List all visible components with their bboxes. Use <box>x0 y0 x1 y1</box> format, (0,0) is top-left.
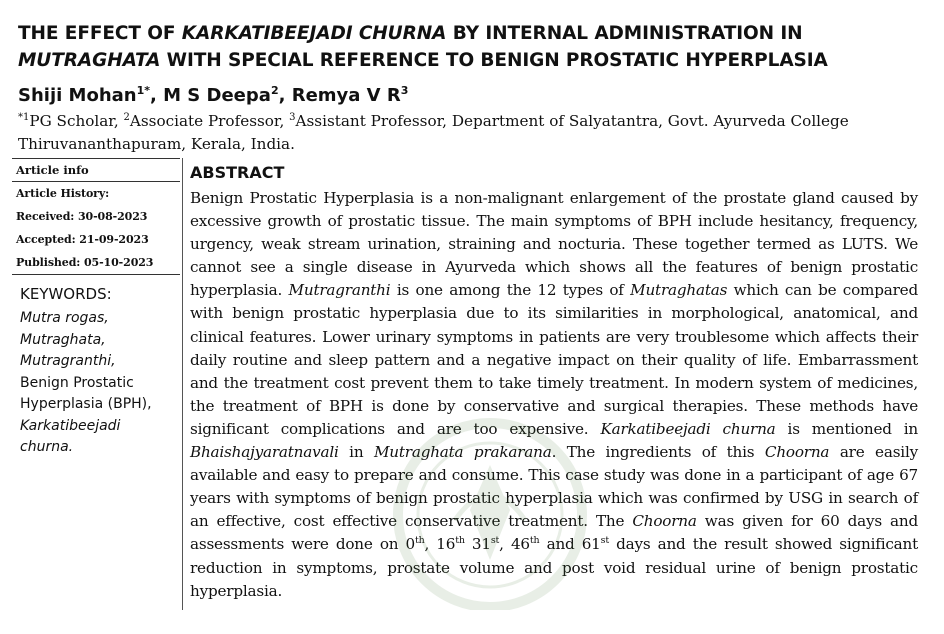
abstract-text: is one among the 12 types of <box>390 281 631 300</box>
title-text-2: KARKATIBEEJADI CHURNA <box>181 23 447 44</box>
abstract-italic-term: Karkatibeejadi churna <box>600 419 776 438</box>
affil-marker-2: 2 <box>123 112 130 123</box>
abstract-text: was given for 60 days and assessments were done on 0 <box>190 512 918 554</box>
received-date: Received: 30-08-2023 <box>16 210 148 223</box>
keywords-heading: KEYWORDS: <box>20 285 112 303</box>
article-history-label: Article History: <box>16 187 110 200</box>
ordinal-suffix: th <box>529 535 540 547</box>
title-text-4: MUTRAGHATA <box>18 50 161 71</box>
ordinal-suffix: th <box>455 535 465 547</box>
keyword-item: churna. <box>20 439 74 455</box>
keyword-item: Benign Prostatic <box>20 374 134 391</box>
ordinal-suffix: st <box>490 535 500 547</box>
column-divider <box>182 158 183 610</box>
abstract-text: Benign Prostatic Hyperplasia is a non-malignant enlargement of the prostate gland caused by excessive growth of prostatic tissue. The main symptoms of BPH include hesitancy, frequency, urgency, weak stream urination, straining and nocturia. These together termed as LUTS. We cannot see a single disease in Ayurveda which shows all the features of benign prostatic hyperplasia. <box>190 189 918 300</box>
abstract-italic-term: Mutraghata prakarana <box>373 443 552 462</box>
abstract-italic-term: Choorna <box>632 512 697 531</box>
author-1: Shiji Mohan <box>18 85 137 106</box>
abstract-text: and 61 <box>539 535 601 554</box>
keyword-item: Karkatibeejadi <box>20 417 121 434</box>
abstract-text: which can be compared with benign prostatic hyperplasia due to its similarities in morphological, anatomical, and clinical features. Lower urinary symptoms in patients are very troublesome which affects their daily routine and sleep pattern and a negative impact on their quality of life. Embarrassment and the treatment cost prevent them to take timely treatment. In modern system of medicines, the treatment of BPH is done by conservative and surgical therapies. These methods have significant complications and are too expensive. <box>190 281 918 438</box>
abstract-text: , 16 <box>424 535 456 554</box>
accepted-date: Accepted: 21-09-2023 <box>16 233 149 246</box>
abstract-body <box>190 187 918 603</box>
author-1-marker: 1* <box>136 84 151 97</box>
keyword-item: Hyperplasia (BPH), <box>20 396 152 412</box>
abstract-text: , 46 <box>499 535 530 554</box>
abstract-text: . The ingredients of this <box>551 443 765 462</box>
abstract-heading: ABSTRACT <box>190 163 285 182</box>
abstract-text: in <box>338 443 374 462</box>
affil-text-1: PG Scholar, <box>29 112 124 130</box>
article-info-sidebar <box>12 158 180 459</box>
abstract-text: 31 <box>464 535 491 554</box>
info-divider <box>12 274 180 275</box>
title-text-5: WITH SPECIAL REFERENCE TO BENIGN PROSTATIC HYPERPLASIA <box>160 50 828 71</box>
affil-marker-1: *1 <box>18 112 30 123</box>
author-2: M S Deepa <box>163 85 271 106</box>
paper-title <box>18 20 928 74</box>
ordinal-suffix: st <box>600 535 609 547</box>
title-text-3: BY INTERNAL ADMINISTRATION IN <box>446 23 803 44</box>
abstract-italic-term: Mutragranthi <box>288 281 391 300</box>
affiliations <box>18 110 933 156</box>
abstract-text: is mentioned in <box>775 419 918 438</box>
published-date: Published: 05-10-2023 <box>16 256 154 269</box>
affil-text-3: Assistant Professor, Department of Salyatantra, Govt. Ayurveda College Thiruvananthapuram, Kerala, India. <box>18 112 849 153</box>
affil-text-2: Associate Professor, <box>129 112 290 130</box>
abstract-section <box>190 160 918 603</box>
author-3: Remya V R <box>291 85 401 106</box>
author-separator: , <box>150 85 164 106</box>
author-list <box>18 84 408 108</box>
article-info-heading: Article info <box>12 158 180 182</box>
abstract-text: are easily available and easy to prepare and consume. This case study was done in a participant of age 67 years with symptoms of benign prostatic hyperplasia which was confirmed by USG in search of an effective, cost effective conservative treatment. The <box>190 443 918 531</box>
keywords-list <box>12 308 180 459</box>
abstract-italic-term: Choorna <box>764 443 830 462</box>
ordinal-suffix: th <box>414 535 425 547</box>
keyword-item: Mutraghata, <box>20 331 106 348</box>
affil-marker-3: 3 <box>289 112 296 123</box>
author-2-marker: 2 <box>270 84 279 97</box>
abstract-text: days and the result showed significant reduction in symptoms, prostate volume and post void residual urine of benign prostatic hyperplasia. <box>190 535 919 600</box>
keyword-item: Mutra rogas, <box>20 310 109 326</box>
keyword-item: Mutragranthi, <box>20 353 116 369</box>
author-separator: , <box>278 85 292 106</box>
abstract-italic-term: Bhaishajyaratnavali <box>190 443 339 462</box>
title-text-1: THE EFFECT OF <box>18 23 182 44</box>
abstract-italic-term: Mutraghatas <box>630 281 728 300</box>
author-3-marker: 3 <box>400 84 409 97</box>
